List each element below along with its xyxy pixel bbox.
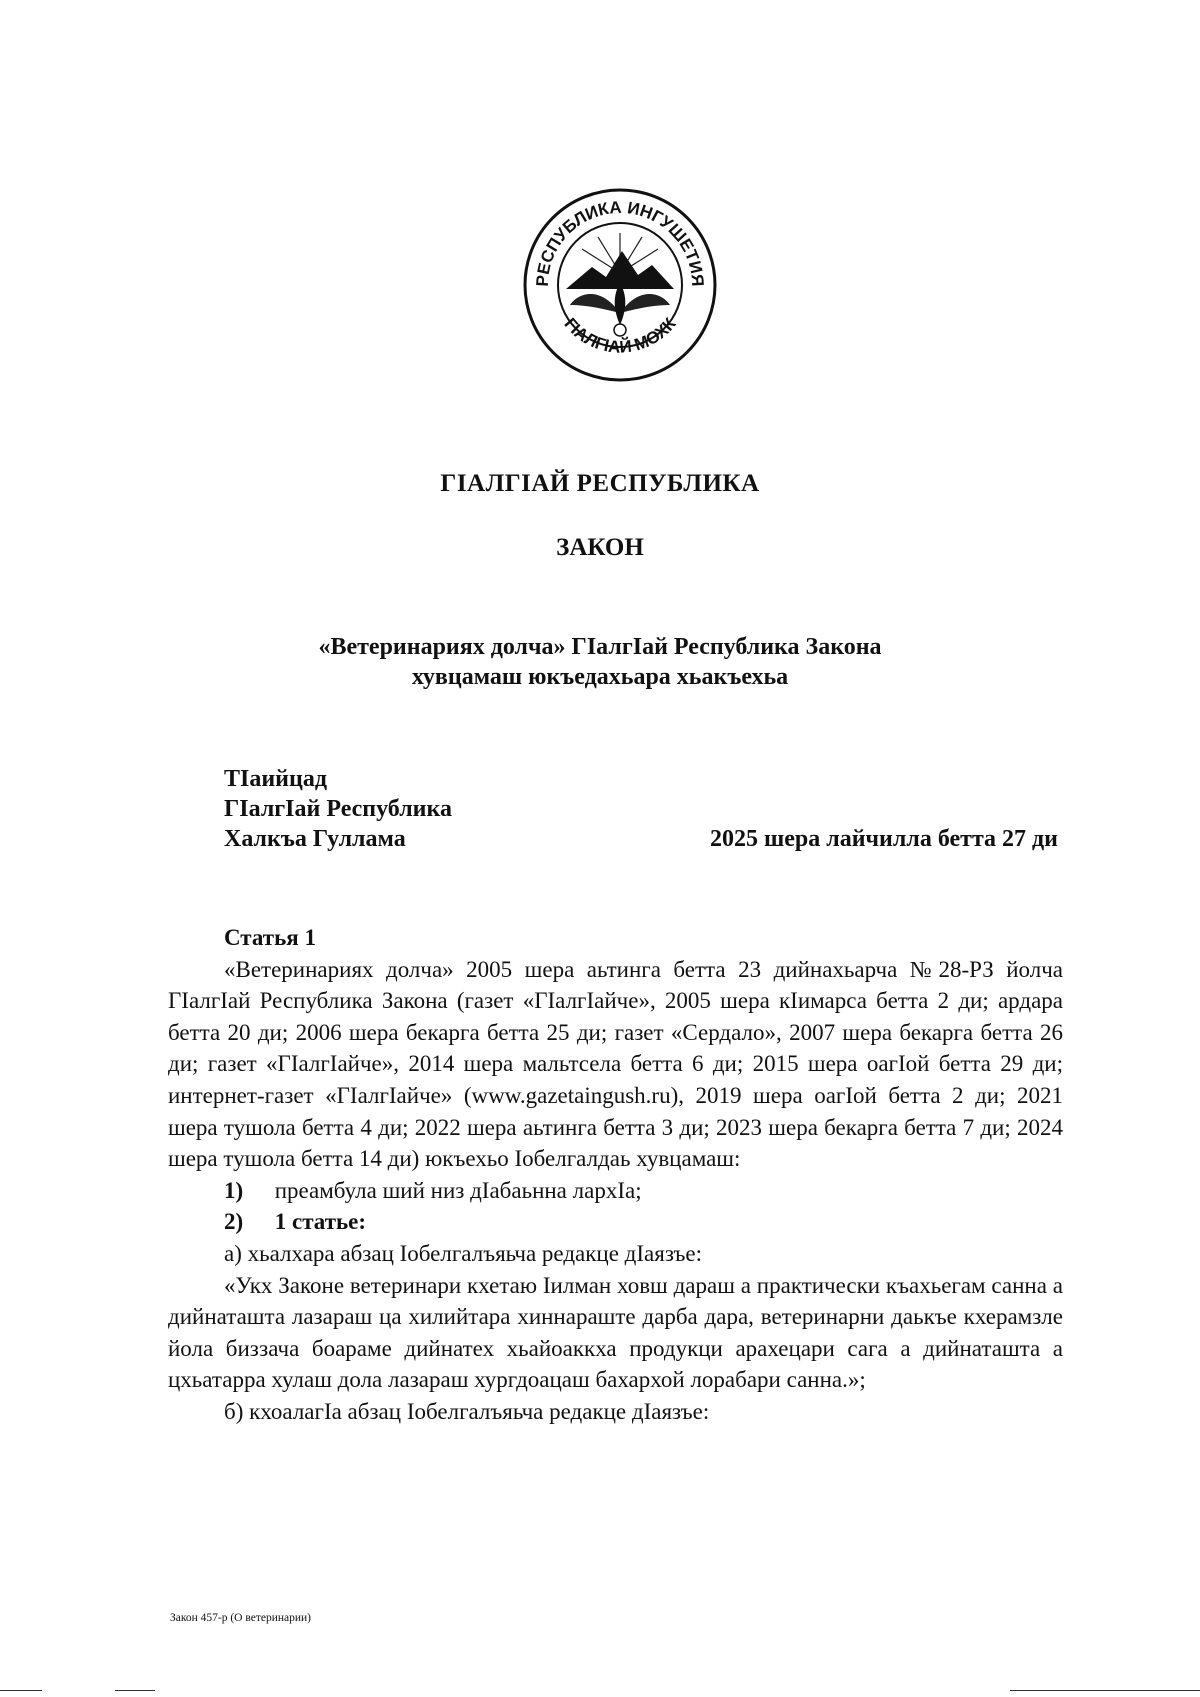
seal-top-text: РЕСПУБЛИКА ИНГУШЕТИЯ (532, 197, 708, 287)
subitem-b: б) кхоалагIа абзац Iобелгалъяьча редакце дIаязъе: (224, 1398, 710, 1424)
seal-bottom-text: ГIАЛГIАЙ МОХК (560, 314, 680, 357)
adoption-line2: ГIалгIай Республика (224, 796, 452, 822)
document-type: ЗАКОН (556, 534, 644, 561)
list-item-text: 1 статье: (274, 1209, 367, 1235)
subitem-a: а) хьалхара абзац Iобелгалъяьча редакце дIаязъе: (224, 1240, 703, 1266)
scan-artifact-line (0, 1690, 42, 1691)
republic-seal (520, 185, 720, 385)
footer-reference: Закон 457-р (О ветеринарии) (170, 1612, 312, 1624)
adoption-line1: ТIаийцад (224, 766, 327, 792)
quoted-paragraph: «Укх Законе ветеринари кхетаю Iилман ховш дараш а практически къахьегам санна а дийнаташта лазараш ца хилийтара хиннараште дарба дара, ветеринарни даькъе кхерамзле йола биззача боараме дийнатех хьайоаккха продукци арахецари сага а дийнаташта а цхьатарра хулаш дола лазараш хургдоацаш бахархой лорабари санна.»; (168, 1272, 1063, 1393)
scan-artifact-line (115, 1690, 155, 1691)
law-title-line2: хувцамаш юкъедахьара хьакъехьа (411, 664, 789, 690)
list-item-text: преамбула ший низ дIабаьнна лархIа; (274, 1177, 642, 1203)
article-heading: Статья 1 (224, 925, 316, 950)
list-item-number: 1) (224, 1177, 244, 1203)
republic-name: ГIАЛГIАЙ РЕСПУБЛИКА (440, 470, 760, 497)
law-title-line1: «Ветеринариях долча» ГIалгIай Республика Закона (318, 634, 882, 660)
list-item (224, 1175, 1063, 1207)
article-intro: «Ветеринариях долча» 2005 шера аьтинга бетта 23 дийнахьарча №28-РЗ йолча ГIалгIай Республика Закона (газет «ГIалгIайче», 2005 шера кIимарса бетта 2 ди; ардара бетта 20 ди; 2006 шера бекарга бетта 25 ди; газет «Сердало», 2007 шера бекарга бетта 26 ди; газет «ГIалгIайче», 2014 шера мальтсела бетта 6 ди; 2015 шера оагIой бетта 29 ди; интернет-газет «ГIалгIайче» (www.gazetaingush.ru), 2019 шера оагIой бетта 2 ди; 2021 шера тушола бетта 4 ди; 2022 шера аьтинга бетта 3 ди; 2023 шера бекарга бетта 7 ди; 2024 шера тушола бетта 14 ди) юкъехьо Iобелгалдаь хувцамаш: (168, 956, 1063, 1172)
list-item-number: 2) (224, 1209, 244, 1235)
adoption-line3: Халкъа Гуллама (224, 826, 406, 852)
scan-artifact-line (1010, 1690, 1200, 1691)
adoption-date: 2025 шера лайчилла бетта 27 ди (709, 826, 1058, 852)
article-body (168, 922, 1063, 1428)
adoption-body (224, 764, 452, 854)
law-title (0, 632, 1200, 692)
list-item (224, 1206, 1063, 1238)
